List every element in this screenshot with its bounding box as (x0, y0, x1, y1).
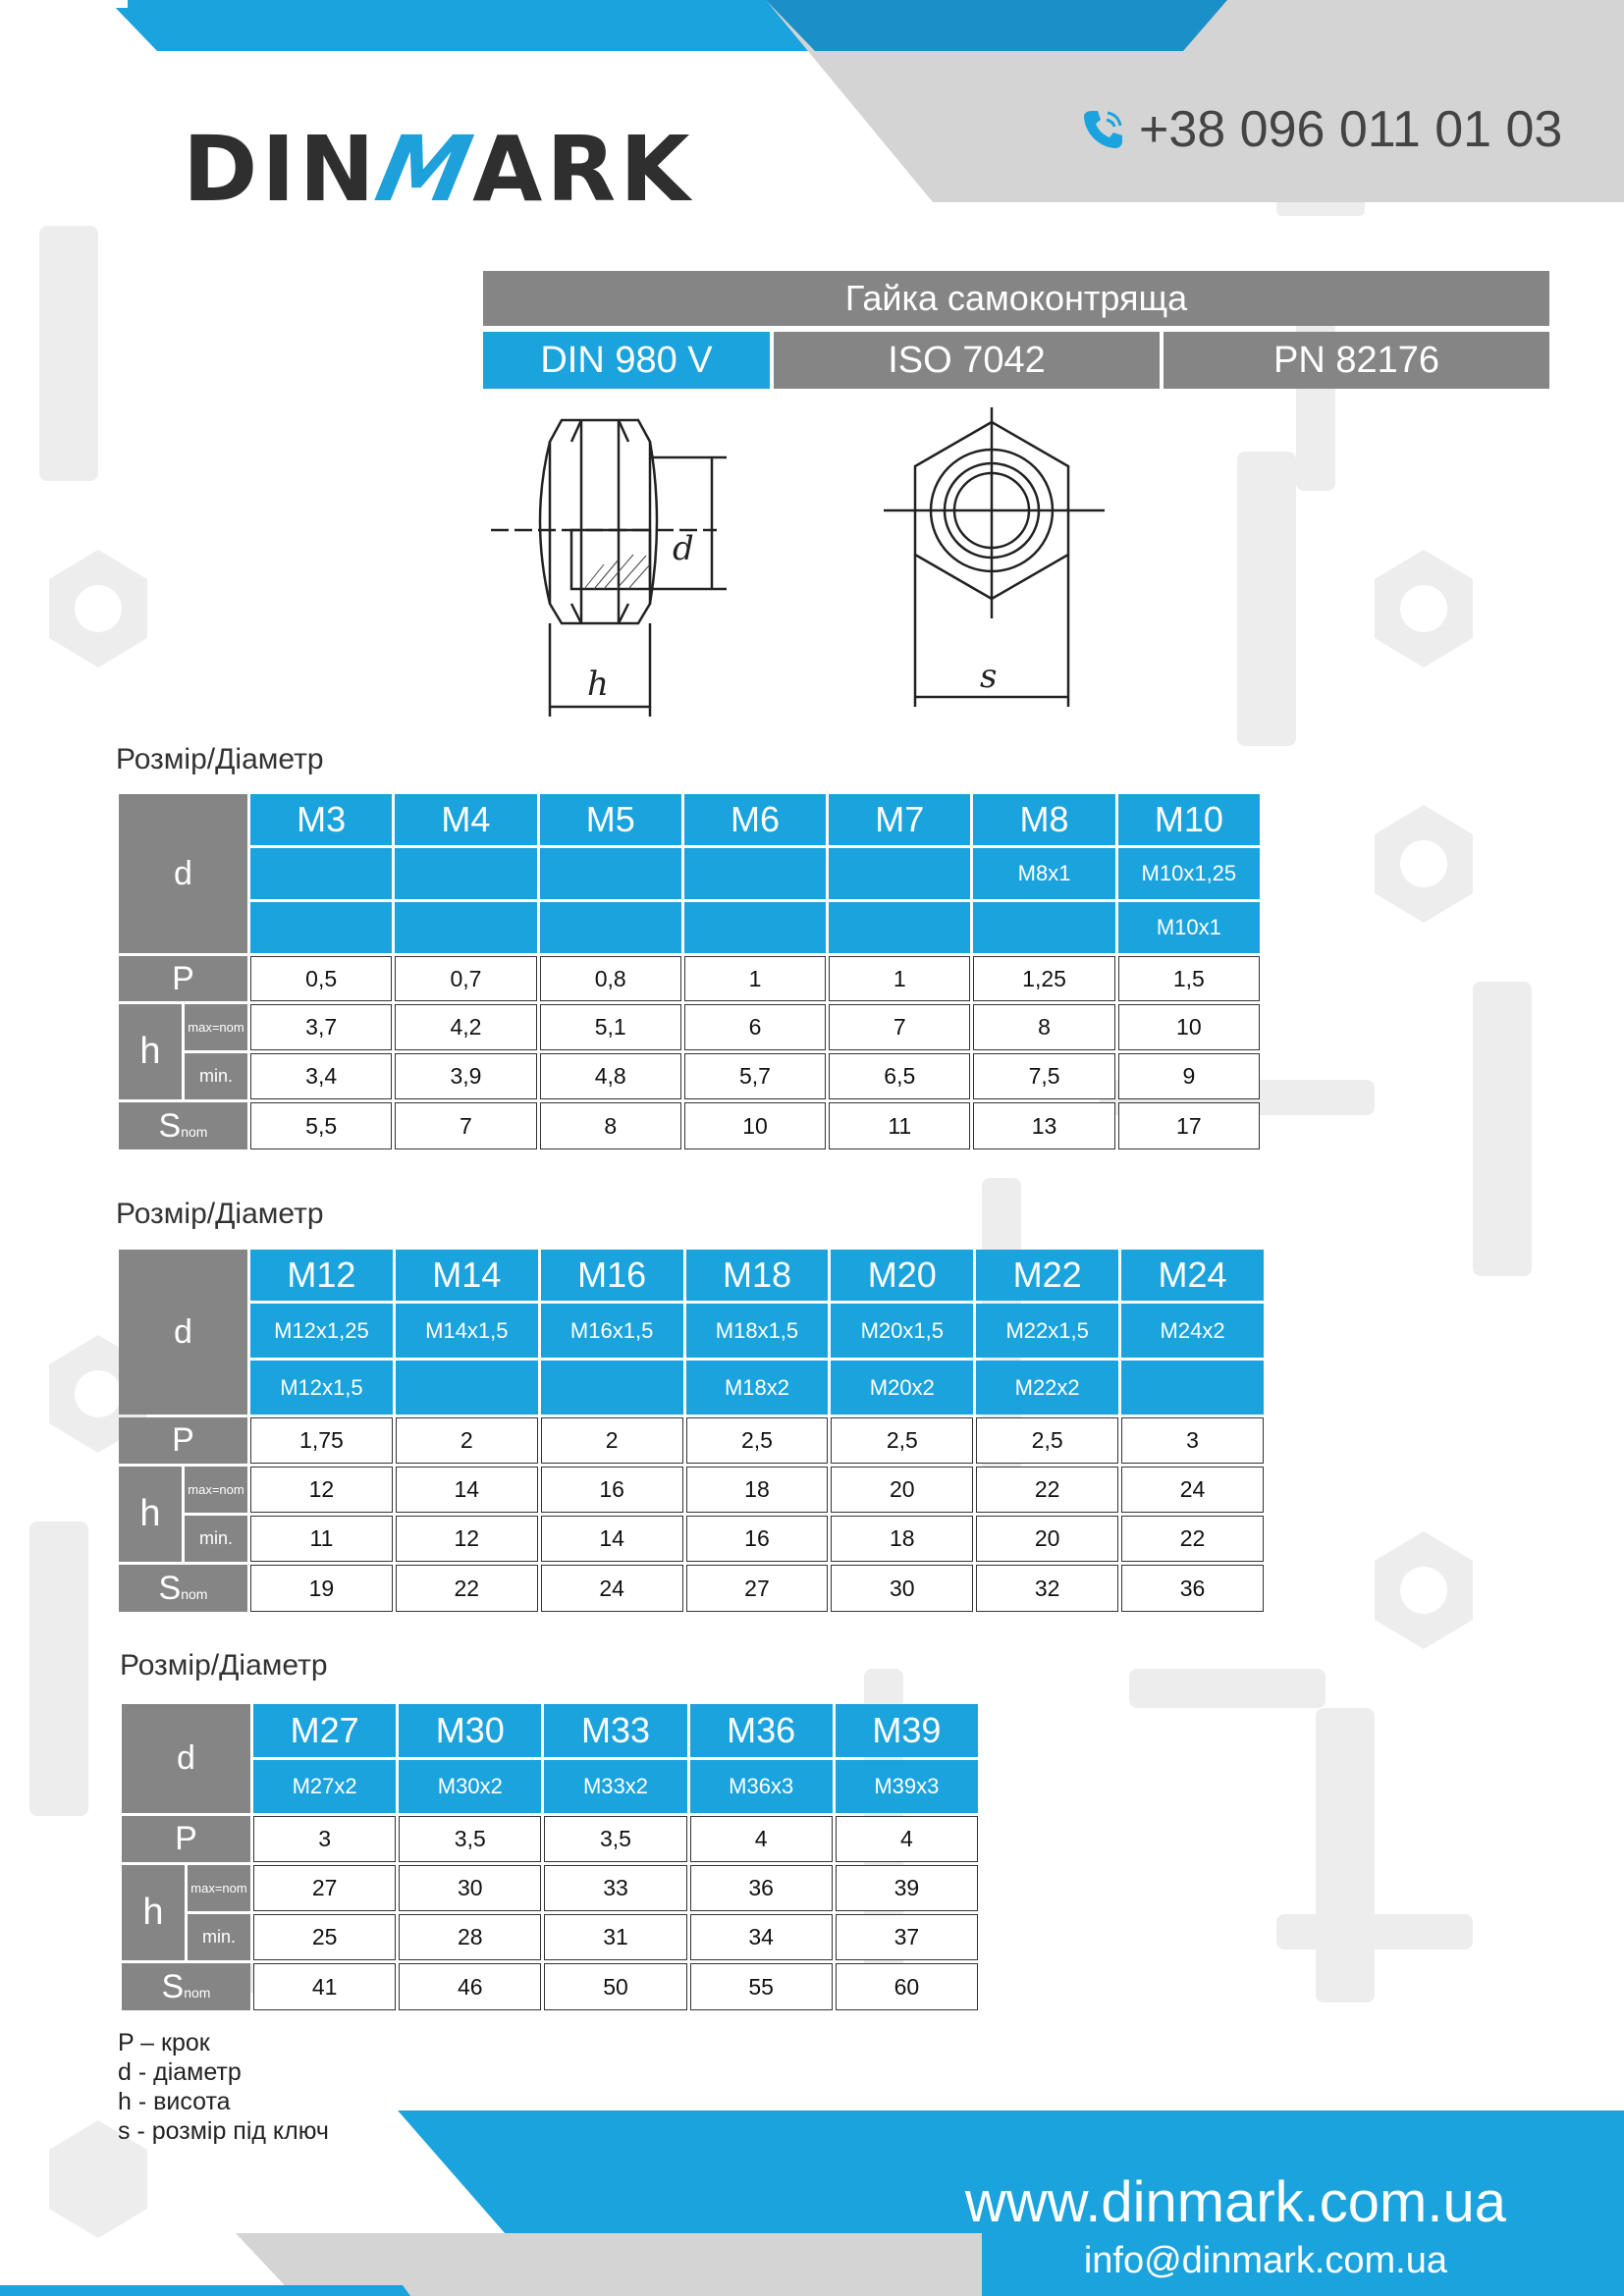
h-max-cell: 4,2 (395, 1004, 536, 1050)
s-nom-cell: 5,5 (250, 1102, 392, 1149)
legend-item-wrench: s - розмір під ключ (118, 2117, 329, 2145)
pitch-cell: 3,5 (399, 1816, 541, 1862)
pitch-cell: 4 (836, 1816, 978, 1862)
size-cell: M20 (831, 1250, 973, 1301)
phone-contact[interactable] (1078, 100, 1562, 159)
row-label-h: h (119, 1004, 182, 1099)
s-nom-cell: 32 (976, 1565, 1118, 1612)
fine-thread-cell: M20x2 (831, 1361, 973, 1415)
row-label-h: h (122, 1865, 185, 1960)
pitch-cell: 1,75 (250, 1417, 393, 1464)
standard-iso: ISO 7042 (774, 332, 1160, 389)
legend-item-pitch: P – крок (118, 2029, 210, 2056)
h-max-cell: 5,1 (540, 1004, 681, 1050)
row-label-h-min: min. (188, 1914, 250, 1960)
fine-thread-cell: M20x1,5 (831, 1304, 973, 1358)
s-nom-cell: 17 (1118, 1102, 1260, 1149)
pitch-cell: 2 (541, 1417, 683, 1464)
h-max-cell: 10 (1118, 1004, 1260, 1050)
h-min-cell: 31 (544, 1914, 686, 1960)
fine-thread-cell: M10x1 (1118, 902, 1260, 953)
row-label-h: h (119, 1467, 182, 1562)
fine-thread-cell (829, 902, 970, 953)
h-max-cell: 30 (399, 1865, 541, 1911)
fine-thread-cell: M10x1,25 (1118, 848, 1260, 899)
standards-row (483, 332, 1549, 389)
fine-thread-cell: M16x1,5 (541, 1304, 683, 1358)
s-nom-cell: 13 (973, 1102, 1114, 1149)
fine-thread-cell: M18x2 (686, 1361, 829, 1415)
size-cell: M12 (250, 1250, 393, 1301)
pitch-cell: 2,5 (976, 1417, 1118, 1464)
row-label-h-max: max=nom (185, 1467, 247, 1513)
pitch-cell: 1,5 (1118, 956, 1260, 1001)
row-label-s-main: S (158, 1569, 182, 1607)
section-label-3: Розмір/Діаметр (120, 1649, 328, 1682)
row-label-d: d (122, 1704, 250, 1813)
h-min-cell: 16 (686, 1516, 829, 1562)
h-max-cell: 6 (684, 1004, 826, 1050)
h-max-cell: 7 (829, 1004, 970, 1050)
row-label-p: P (119, 956, 247, 1001)
s-nom-cell: 41 (253, 1963, 396, 2010)
row-label-s (119, 1102, 247, 1149)
fine-thread-cell: M12x1,25 (250, 1304, 393, 1358)
size-table-3 (119, 1701, 981, 2013)
s-nom-cell: 50 (544, 1963, 686, 2010)
size-cell: M27 (253, 1704, 396, 1757)
fine-thread-cell (395, 902, 536, 953)
fine-thread-cell: M24x2 (1121, 1304, 1264, 1358)
size-cell: M30 (399, 1704, 541, 1757)
size-cell: M18 (686, 1250, 829, 1301)
h-max-cell: 39 (836, 1865, 978, 1911)
h-min-cell: 22 (1121, 1516, 1264, 1562)
fine-thread-cell: M18x1,5 (686, 1304, 829, 1358)
row-label-s-sub: nom (181, 1585, 208, 1602)
h-max-cell: 20 (831, 1467, 973, 1513)
size-cell: M39 (836, 1704, 978, 1757)
dim-d-label: d (673, 529, 694, 568)
company-logo[interactable] (183, 116, 694, 224)
row-label-d: d (119, 794, 247, 953)
size-cell: M36 (690, 1704, 833, 1757)
s-nom-cell: 60 (836, 1963, 978, 2010)
row-label-s (119, 1565, 247, 1612)
s-nom-cell: 8 (540, 1102, 681, 1149)
h-min-cell: 37 (836, 1914, 978, 1960)
fine-thread-cell (250, 902, 392, 953)
h-max-cell: 18 (686, 1467, 829, 1513)
row-label-s-main: S (158, 1106, 182, 1145)
s-nom-cell: 46 (399, 1963, 541, 2010)
h-max-cell: 33 (544, 1865, 686, 1911)
fine-thread-cell: M27x2 (253, 1760, 396, 1813)
fine-thread-cell (684, 848, 826, 899)
logo-text-left: DIN (183, 117, 379, 222)
logo-text-mark: M (367, 117, 484, 222)
h-max-cell: 22 (976, 1467, 1118, 1513)
fine-thread-cell: M33x2 (544, 1760, 686, 1813)
section-label-1: Розмір/Діаметр (116, 743, 324, 775)
h-min-cell: 3,9 (395, 1053, 536, 1099)
s-nom-cell: 24 (541, 1565, 683, 1612)
h-max-cell: 27 (253, 1865, 396, 1911)
row-label-d: d (119, 1250, 247, 1415)
h-min-cell: 12 (396, 1516, 538, 1562)
row-label-h-min: min. (185, 1053, 247, 1099)
s-nom-cell: 55 (690, 1963, 833, 2010)
pitch-cell: 0,5 (250, 956, 392, 1001)
dim-s-label: s (980, 657, 998, 696)
row-label-s-sub: nom (184, 1984, 211, 2001)
size-cell: M14 (396, 1250, 538, 1301)
h-min-cell: 3,4 (250, 1053, 392, 1099)
pitch-cell: 1 (684, 956, 826, 1001)
size-cell: M10 (1118, 794, 1260, 845)
h-max-cell: 14 (396, 1467, 538, 1513)
h-max-cell: 16 (541, 1467, 683, 1513)
h-min-cell: 9 (1118, 1053, 1260, 1099)
s-nom-cell: 11 (829, 1102, 970, 1149)
fine-thread-cell (540, 902, 681, 953)
pitch-cell: 3,5 (544, 1816, 686, 1862)
row-label-s (122, 1963, 250, 2010)
h-max-cell: 24 (1121, 1467, 1264, 1513)
pitch-cell: 1,25 (973, 956, 1114, 1001)
size-table-2 (116, 1247, 1267, 1615)
pitch-cell: 3 (1121, 1417, 1264, 1464)
row-label-h-max: max=nom (185, 1004, 247, 1050)
h-min-cell: 28 (399, 1914, 541, 1960)
fine-thread-cell: M36x3 (690, 1760, 833, 1813)
standard-pn: PN 82176 (1164, 332, 1549, 389)
logo-text-right: ARK (472, 117, 694, 222)
h-min-cell: 20 (976, 1516, 1118, 1562)
pitch-cell: 0,8 (540, 956, 681, 1001)
size-table-1 (116, 791, 1263, 1152)
legend-item-height: h - висота (118, 2088, 231, 2115)
size-cell: M24 (1121, 1250, 1264, 1301)
row-label-s-sub: nom (181, 1123, 208, 1140)
fine-thread-cell (541, 1361, 683, 1415)
size-cell: M7 (829, 794, 970, 845)
nut-technical-drawing (471, 402, 1159, 736)
fine-thread-cell: M14x1,5 (396, 1304, 538, 1358)
standard-din: DIN 980 V (483, 332, 770, 389)
size-cell: M6 (684, 794, 826, 845)
fine-thread-cell (1121, 1361, 1264, 1415)
s-nom-cell: 22 (396, 1565, 538, 1612)
h-min-cell: 6,5 (829, 1053, 970, 1099)
size-cell: M22 (976, 1250, 1118, 1301)
h-min-cell: 18 (831, 1516, 973, 1562)
h-min-cell: 7,5 (973, 1053, 1114, 1099)
fine-thread-cell (684, 902, 826, 953)
size-cell: M16 (541, 1250, 683, 1301)
pitch-cell: 3 (253, 1816, 396, 1862)
pitch-cell: 1 (829, 956, 970, 1001)
row-label-p: P (122, 1816, 250, 1862)
s-nom-cell: 10 (684, 1102, 826, 1149)
phone-number: +38 096 011 01 03 (1139, 101, 1563, 158)
fine-thread-cell: M8x1 (973, 848, 1114, 899)
fine-thread-cell: M22x2 (976, 1361, 1118, 1415)
size-cell: M4 (395, 794, 536, 845)
fine-thread-cell: M39x3 (836, 1760, 978, 1813)
s-nom-cell: 19 (250, 1565, 393, 1612)
h-max-cell: 8 (973, 1004, 1114, 1050)
h-max-cell: 12 (250, 1467, 393, 1513)
dim-h-label: h (587, 665, 609, 704)
size-cell: M8 (973, 794, 1114, 845)
s-nom-cell: 30 (831, 1565, 973, 1612)
pitch-cell: 0,7 (395, 956, 536, 1001)
row-label-h-min: min. (185, 1516, 247, 1562)
size-cell: M5 (540, 794, 681, 845)
fine-thread-cell: M30x2 (399, 1760, 541, 1813)
h-min-cell: 11 (250, 1516, 393, 1562)
section-label-2: Розмір/Діаметр (116, 1198, 324, 1230)
website-link[interactable]: www.dinmark.com.ua (964, 2170, 1506, 2234)
email-link[interactable]: info@dinmark.com.ua (1083, 2240, 1447, 2281)
pitch-cell: 2,5 (686, 1417, 829, 1464)
h-max-cell: 36 (690, 1865, 833, 1911)
fine-thread-cell (396, 1361, 538, 1415)
s-nom-cell: 36 (1121, 1565, 1264, 1612)
fine-thread-cell (540, 848, 681, 899)
pitch-cell: 2,5 (831, 1417, 973, 1464)
s-nom-cell: 7 (395, 1102, 536, 1149)
pitch-cell: 4 (690, 1816, 833, 1862)
h-min-cell: 14 (541, 1516, 683, 1562)
fine-thread-cell (395, 848, 536, 899)
h-min-cell: 25 (253, 1914, 396, 1960)
pitch-cell: 2 (396, 1417, 538, 1464)
h-min-cell: 34 (690, 1914, 833, 1960)
h-min-cell: 4,8 (540, 1053, 681, 1099)
size-cell: M3 (250, 794, 392, 845)
h-max-cell: 3,7 (250, 1004, 392, 1050)
row-label-s-main: S (161, 1967, 185, 2005)
legend-item-diameter: d - діаметр (118, 2058, 242, 2086)
s-nom-cell: 27 (686, 1565, 829, 1612)
fine-thread-cell: M22x1,5 (976, 1304, 1118, 1358)
fine-thread-cell (829, 848, 970, 899)
size-cell: M33 (544, 1704, 686, 1757)
h-min-cell: 5,7 (684, 1053, 826, 1099)
product-title: Гайка самоконтряща (483, 271, 1549, 326)
row-label-p: P (119, 1417, 247, 1464)
fine-thread-cell (250, 848, 392, 899)
fine-thread-cell: M12x1,5 (250, 1361, 393, 1415)
fine-thread-cell (973, 902, 1114, 953)
phone-icon (1078, 105, 1127, 154)
row-label-h-max: max=nom (188, 1865, 250, 1911)
